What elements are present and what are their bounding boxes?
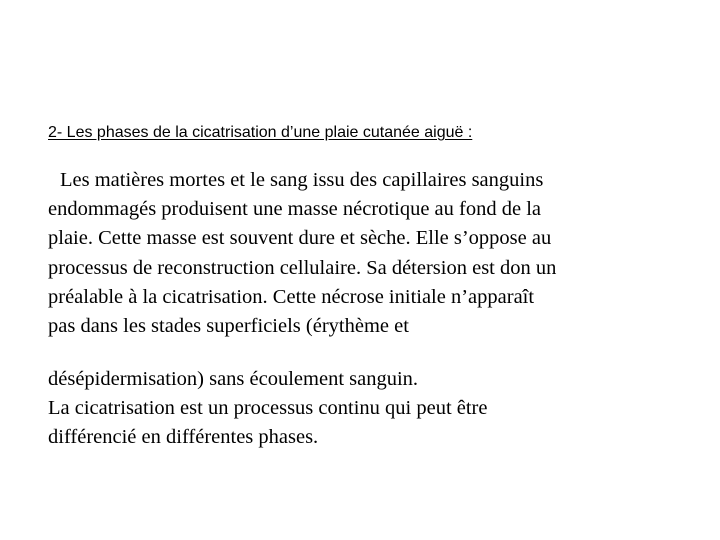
text-line: préalable à la cicatrisation. Cette nécrose initiale n’apparaît	[48, 285, 535, 308]
body-paragraph-1	[48, 166, 556, 341]
text-line: processus de reconstruction cellulaire. Sa détersion est don un	[48, 256, 557, 279]
text-line: différencié en différentes phases.	[48, 426, 319, 449]
text-line: endommagés produisent une masse nécrotique au fond de la	[48, 198, 541, 221]
body-paragraph-2	[48, 365, 487, 453]
text-line: plaie. Cette masse est souvent dure et sèche. Elle s’oppose au	[48, 227, 552, 250]
text-line: désépidermisation) sans écoulement sanguin.	[48, 368, 419, 390]
text-line: Les matières mortes et le sang issu des capillaires sanguins	[60, 169, 544, 191]
text-line: La cicatrisation est un processus continu qui peut être	[48, 397, 488, 420]
text-line: pas dans les stades superficiels (érythème et	[48, 315, 409, 338]
section-heading: 2- Les phases de la cicatrisation d’une plaie cutanée aiguë :	[48, 124, 473, 141]
